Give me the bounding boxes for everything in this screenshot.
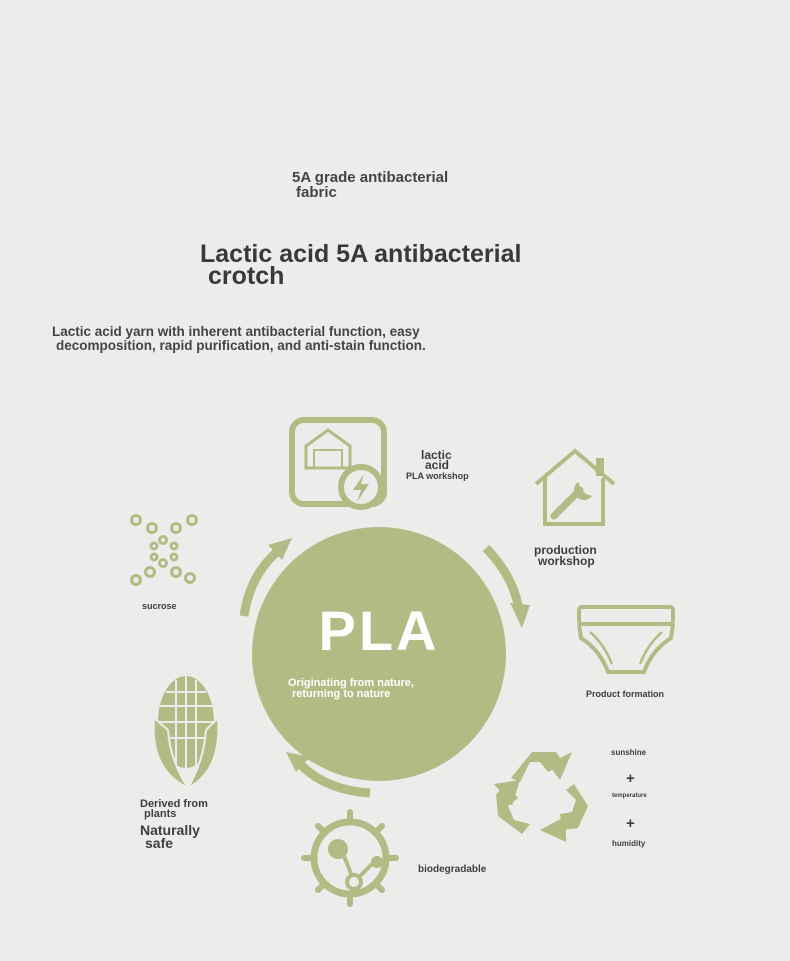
recycle-icon: [494, 752, 588, 842]
description-line2: decomposition, rapid purification, and anti-stain function.: [56, 338, 426, 353]
lactic-label: [406, 450, 469, 481]
plants-label: [140, 799, 208, 850]
lactic-line2: acid: [425, 458, 450, 472]
lactic-line3: PLA workshop: [406, 471, 469, 481]
production-line1: production: [534, 543, 597, 557]
corn-icon: [154, 676, 219, 788]
product-formation-label: Product formation: [586, 689, 664, 699]
plants-line3: Naturally: [140, 822, 200, 838]
sunshine-label: sunshine: [611, 748, 647, 757]
pla-title: PLA: [318, 599, 440, 662]
microbe-icon: [304, 812, 396, 904]
production-line2: workshop: [538, 554, 595, 568]
pla-subtitle-line2: returning to nature: [292, 688, 391, 700]
molecule-icon: [132, 516, 197, 585]
tagline-line2: fabric: [296, 184, 337, 201]
plus-sign-2: +: [626, 815, 635, 832]
underwear-icon: [579, 607, 673, 672]
sucrose-label: sucrose: [142, 601, 177, 611]
humidity-label: humidity: [612, 839, 646, 848]
tagline-line1: 5A grade antibacterial: [292, 169, 449, 186]
description-line1: Lactic acid yarn with inherent antibacterial function, easy: [52, 324, 420, 339]
biodegradable-label: biodegradable: [418, 864, 487, 875]
plants-line1: Derived from: [140, 798, 208, 810]
lactic-line1: lactic: [421, 448, 452, 462]
workshop-power-icon: [292, 420, 384, 507]
title-line1: Lactic acid 5A antibacterial: [200, 240, 522, 268]
temperature-label: temperature: [612, 793, 647, 799]
pla-subtitle: [288, 678, 488, 700]
title-line2: crotch: [208, 262, 285, 290]
plus-sign-1: +: [626, 770, 635, 787]
plants-line2: plants: [144, 808, 177, 820]
production-label: [534, 545, 597, 567]
house-wrench-icon: [536, 451, 614, 524]
pla-subtitle-line1: Originating from nature,: [288, 677, 414, 689]
plants-line4: safe: [145, 835, 174, 851]
